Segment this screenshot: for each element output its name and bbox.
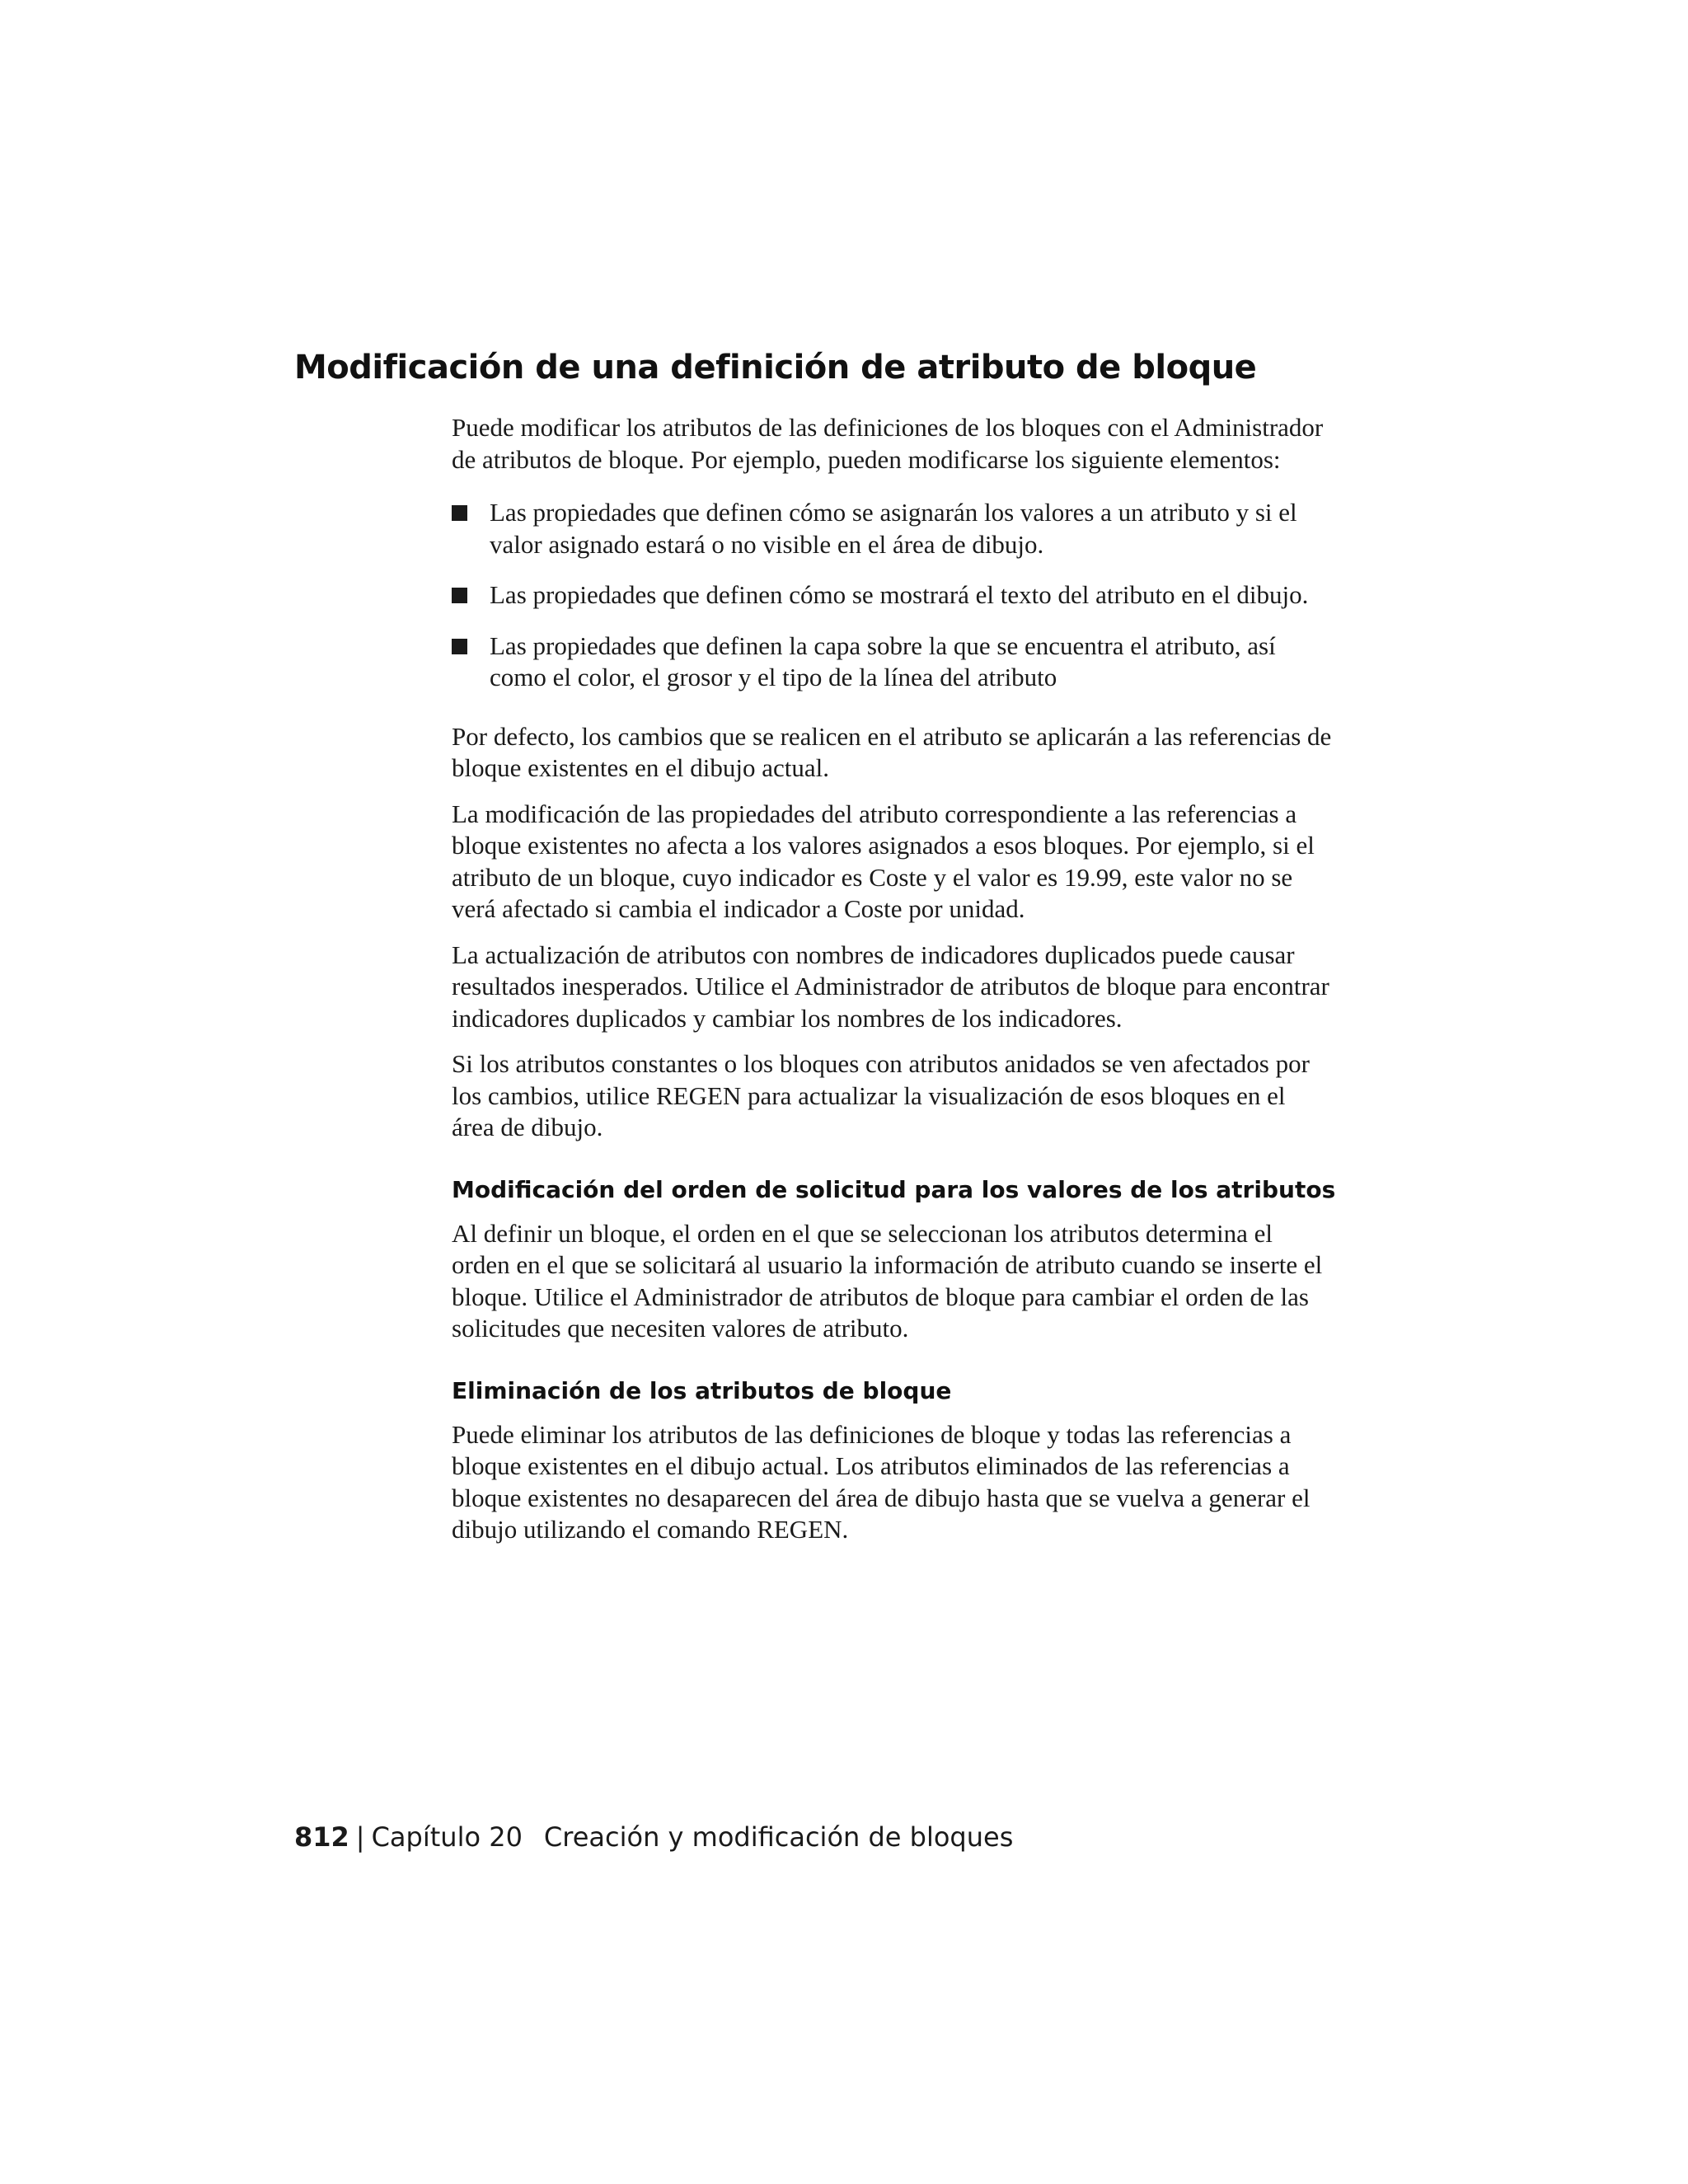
body-paragraph: La modificación de las propiedades del atributo correspondiente a las referencias a bloque existentes no afecta a los valores asignados a esos bloques. Por ejemplo, si el atributo de un bloque, cuyo indicador es Coste y el valor es 19.99, este valor no se verá afectado si cambia el indicador a Coste por unidad. <box>452 799 1315 923</box>
bullet-item <box>452 630 1334 694</box>
bullet-text: Las propiedades que definen cómo se mostrará el texto del atributo en el dibujo. <box>490 580 1309 609</box>
bullet-item <box>452 579 1334 612</box>
intro-paragraph: Puede modificar los atributos de las definiciones de los bloques con el Administrador de atributos de bloque. Por ejemplo, pueden modificarse los siguiente elementos: <box>452 413 1324 474</box>
bullet-text: Las propiedades que definen cómo se asignarán los valores a un atributo y si el valor asignado estará o no visible en el área de dibujo. <box>490 498 1297 559</box>
body-paragraph: Si los atributos constantes o los bloques con atributos anidados se ven afectados por los cambios, utilice REGEN para actualizar la visualización de esos bloques en el área de dibujo. <box>452 1049 1310 1141</box>
section-paragraph: Al definir un bloque, el orden en el que se seleccionan los atributos determina el orden en el que se solicitará al usuario la información de atributo cuando se inserte el bloque. Utilice el Administrador de atributos de bloque para cambiar el orden de las solicitudes que necesiten valores de atributo. <box>452 1218 1323 1343</box>
chapter-title: Creación y modificación de bloques <box>543 1821 1014 1853</box>
square-bullet-icon <box>452 588 467 603</box>
bullet-text: Las propiedades que definen la capa sobre la que se encuentra el atributo, así como el color, el grosor y el tipo de la línea del atributo <box>490 630 1276 691</box>
bullet-item <box>452 497 1334 560</box>
square-bullet-icon <box>452 505 467 521</box>
bullet-list <box>452 497 1334 694</box>
section-heading: Eliminación de los atributos de bloque <box>452 1376 952 1404</box>
section-heading: Modificación del orden de solicitud para los valores de los atributos <box>452 1175 1336 1203</box>
page-number: 812 <box>294 1821 349 1853</box>
page-title: Modificación de una definición de atributo de bloque <box>294 349 1257 387</box>
square-bullet-icon <box>452 639 467 654</box>
footer-separator: | <box>355 1821 365 1853</box>
body-column <box>452 412 1334 1560</box>
chapter-label: Capítulo 20 <box>371 1821 523 1853</box>
body-paragraph: La actualización de atributos con nombres de indicadores duplicados puede causar resultados inesperados. Utilice el Administrador de atributos de bloque para encontrar indicadores duplicados y cambiar los nombres de los indicadores. <box>452 940 1329 1033</box>
section-paragraph: Puede eliminar los atributos de las definiciones de bloque y todas las referencias a bloque existentes en el dibujo actual. Los atributos eliminados de las referencias a bloque existentes no desaparecen del área de dibujo hasta que se vuelva a generar el dibujo utilizando el comando REGEN. <box>452 1419 1311 1544</box>
body-paragraph: Por defecto, los cambios que se realicen en el atributo se aplicarán a las referencias de bloque existentes en el dibujo actual. <box>452 721 1332 782</box>
page-footer <box>294 1819 1013 1855</box>
